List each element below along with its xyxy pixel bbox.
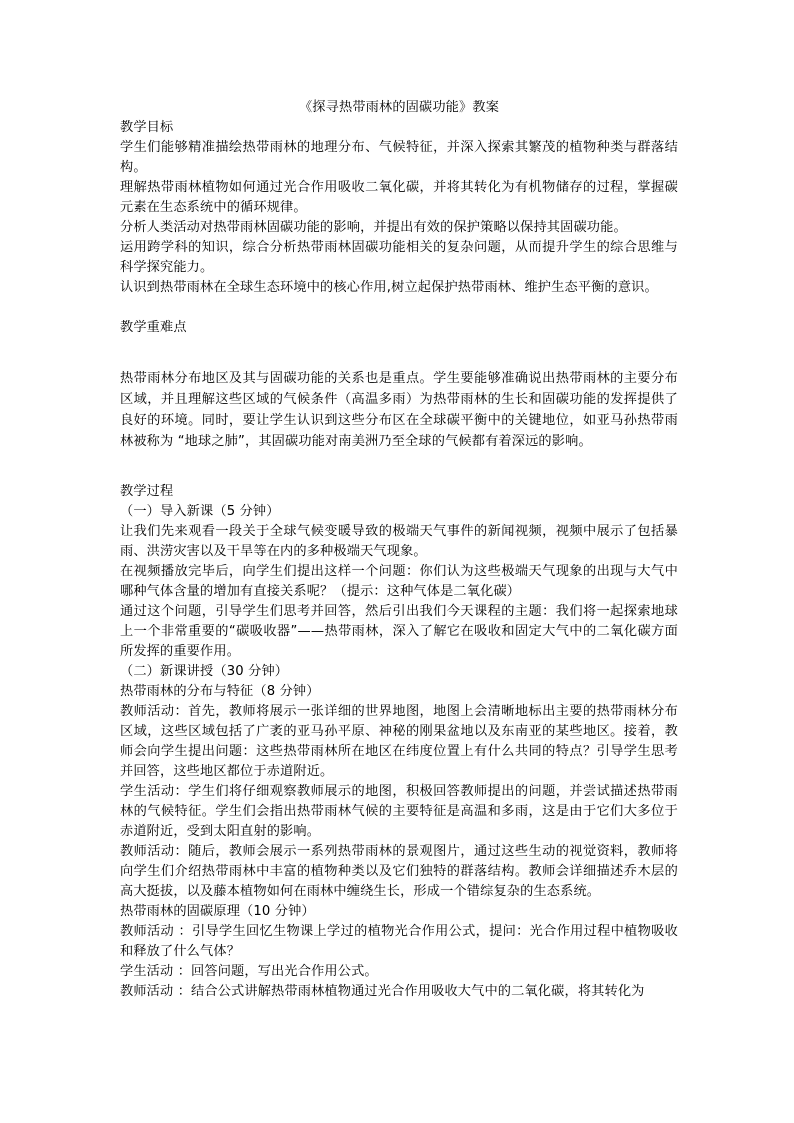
document-page <box>120 98 678 1002</box>
part-heading-new-lesson: （二）新课讲授（30 分钟） <box>120 664 289 679</box>
goal-paragraph: 学生们能够精准描绘热带雨林的地理分布、气候特征，并深入探索其繁茂的植物种类与群落结构。 <box>120 140 678 175</box>
activity-paragraph: 学生活动 ：回答问题，写出光合作用公式。 <box>120 964 378 979</box>
spacer <box>120 298 678 318</box>
section-heading-difficulty: 教学重难点 <box>120 320 187 335</box>
activity-paragraph: 学生活动：学生们将仔细观察教师展示的地图，积极回答教师提出的问题，并尝试描述热带雨林的气候特征。学生们会指出热带雨林气候的主要特征是高温和多雨，这是由于它们大多位于赤道附近，受到太阳直射的影响。 <box>120 784 678 839</box>
intro-paragraph: 通过这个问题，引导学生们思考并回答，然后引出我们今天课程的主题：我们将一起探索地球上一个非常重要的“碳吸收器”——热带雨林，深入了解它在吸收和固定大气中的二氧化碳方面所发挥的重要作用。 <box>120 604 678 659</box>
goal-paragraph: 运用跨学科的知识，综合分析热带雨林固碳功能相关的复杂问题，从而提升学生的综合思维与科学探究能力。 <box>120 240 678 275</box>
sub-heading-distribution: 热带雨林的分布与特征（8 分钟） <box>120 684 320 699</box>
section-heading-process: 教学过程 <box>120 484 174 499</box>
activity-paragraph: 教师活动 ：结合公式讲解热带雨林植物通过光合作用吸收大气中的二氧化碳，将其转化为 <box>120 984 645 999</box>
spacer <box>120 452 678 482</box>
spacer <box>120 338 678 368</box>
sub-heading-carbon-principle: 热带雨林的固碳原理（10 分钟） <box>120 904 315 919</box>
difficulty-paragraph: 热带雨林分布地区及其与固碳功能的关系也是重点。学生要能够准确说出热带雨林的主要分布区域，并且理解这些区域的气候条件（高温多雨）为热带雨林的生长和固碳功能的发挥提供了良好的环境。同时，要让学生认识到这些分布区在全球碳平衡中的关键地位，如亚马孙热带雨林被称为 “地球之肺”，其固碳功能对南美洲乃至全球的气候都有着深远的影响。 <box>120 371 678 449</box>
goal-paragraph: 分析人类活动对热带雨林固碳功能的影响，并提出有效的保护策略以保持其固碳功能。 <box>120 220 627 235</box>
intro-paragraph: 让我们先来观看一段关于全球气候变暖导致的极端天气事件的新闻视频，视频中展示了包括暴雨、洪涝灾害以及干旱等在内的多种极端天气现象。 <box>120 524 678 559</box>
goal-paragraph: 认识到热带雨林在全球生态环境中的核心作用,树立起保护热带雨林、维护生态平衡的意识。 <box>120 280 658 295</box>
activity-paragraph: 教师活动：首先，教师将展示一张详细的世界地图，地图上会清晰地标出主要的热带雨林分布区域，这些区域包括了广袤的亚马孙平原、神秘的刚果盆地以及东南亚的某些地区。接着，教师会向学生提出问题：这些热带雨林所在地区在纬度位置上有什么共同的特点？引导学生思考并回答，这些地区都位于赤道附近。 <box>120 704 678 779</box>
section-heading-goals: 教学目标 <box>120 120 174 135</box>
goal-paragraph: 理解热带雨林植物如何通过光合作用吸收二氧化碳，并将其转化为有机物储存的过程，掌握碳元素在生态系统中的循环规律。 <box>120 180 678 215</box>
intro-paragraph: 在视频播放完毕后，向学生们提出这样一个问题：你们认为这些极端天气现象的出现与大气中哪种气体含量的增加有直接关系呢？（提示：这种气体是二氧化碳） <box>120 564 678 599</box>
part-heading-intro: （一）导入新课（5 分钟） <box>120 504 280 519</box>
document-title: 《探寻热带雨林的固碳功能》教案 <box>298 100 500 115</box>
activity-paragraph: 教师活动：随后，教师会展示一系列热带雨林的景观图片，通过这些生动的视觉资料，教师将向学生们介绍热带雨林中丰富的植物种类以及它们独特的群落结构。教师会详细描述乔木层的高大挺拔，以及藤本植物如何在雨林中缠绕生长，形成一个错综复杂的生态系统。 <box>120 844 678 899</box>
activity-paragraph: 教师活动 ：引导学生回忆生物课上学过的植物光合作用公式，提问：光合作用过程中植物吸收和释放了什么气体？ <box>120 924 678 959</box>
